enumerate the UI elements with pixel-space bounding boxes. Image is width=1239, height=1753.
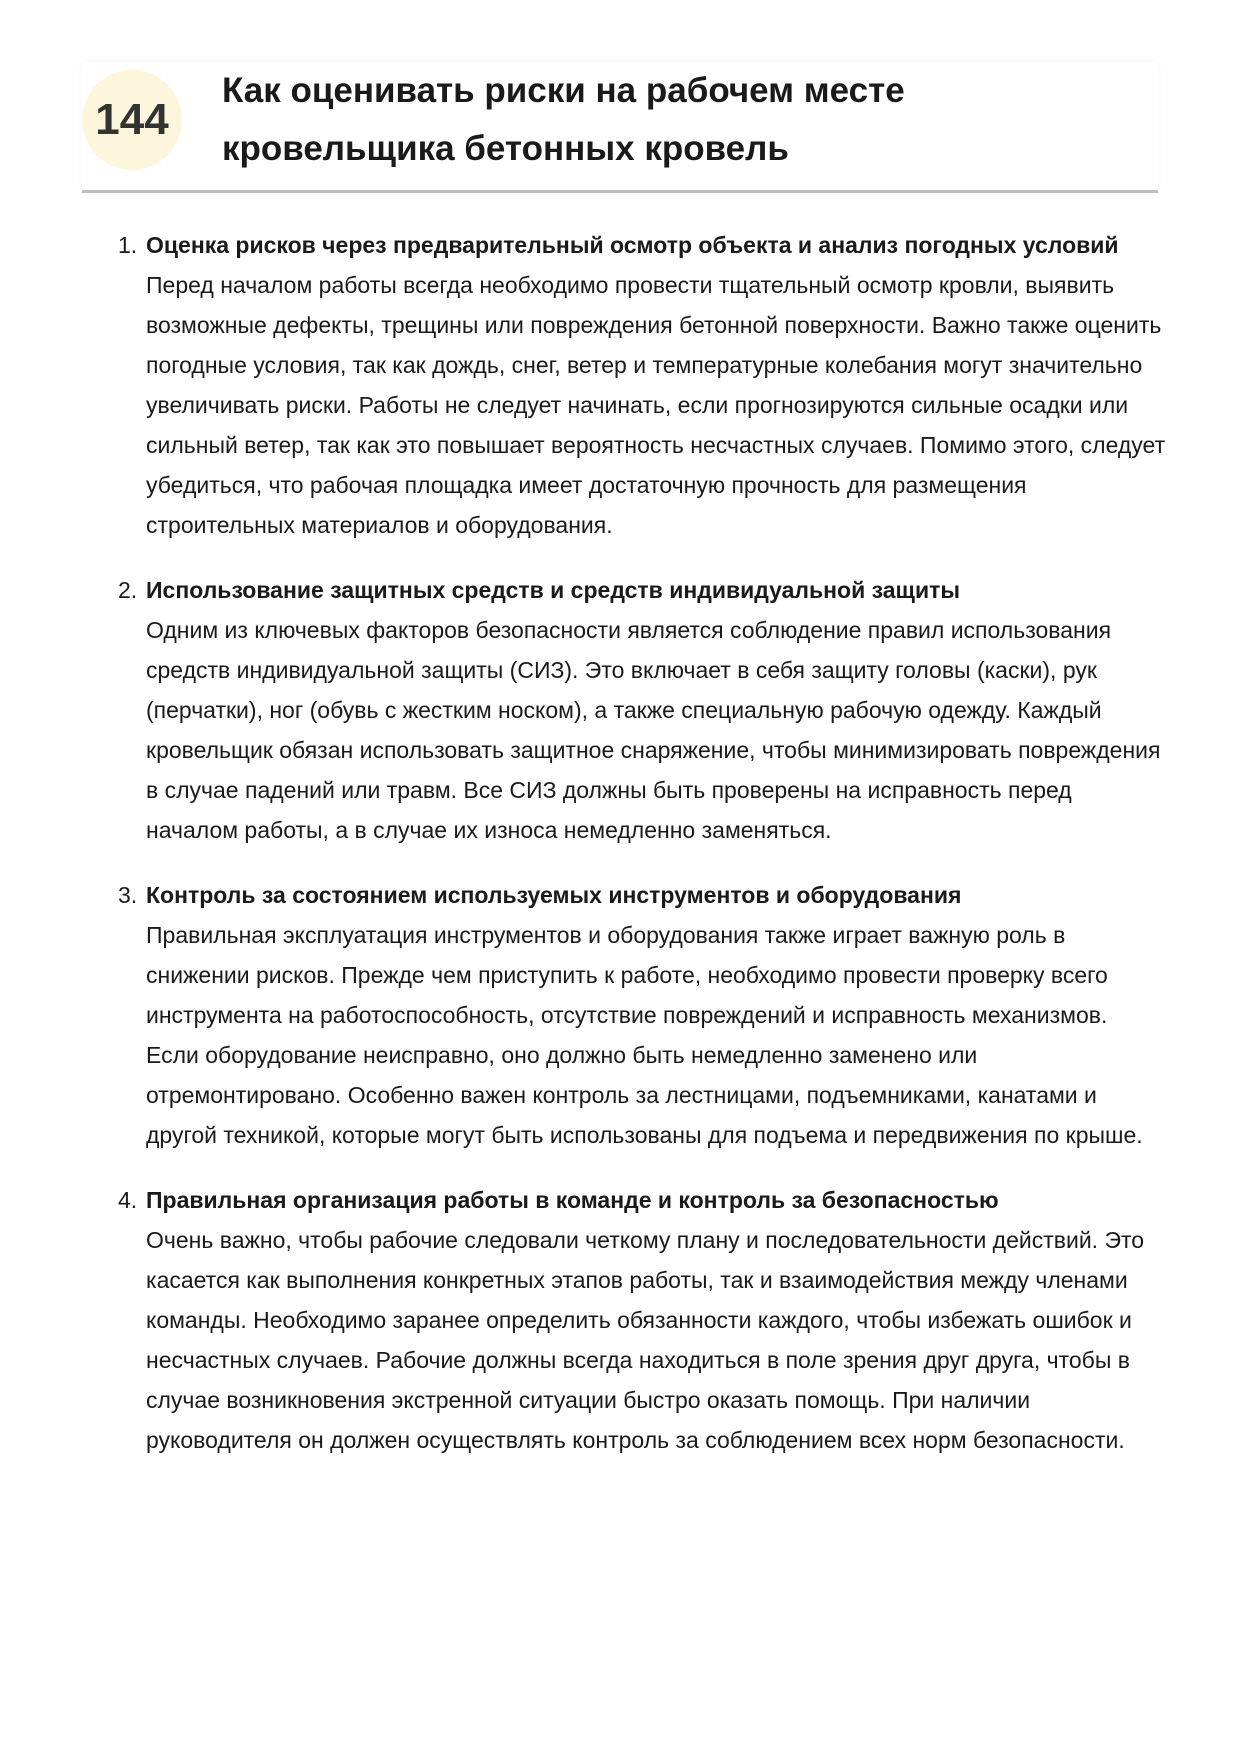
list-item-heading: Оценка рисков через предварительный осмотр объекта и анализ погодных условий [146,232,1119,258]
list-item-heading: Правильная организация работы в команде и контроль за безопасностью [146,1187,999,1213]
list-item-body: Правильная эксплуатация инструментов и оборудования также играет важную роль в снижении рисков. Прежде чем приступить к работе, необходимо провести проверку всего инструмента на работоспособность, отсутствие повреждений и исправность механизмов. Если оборудование неисправно, оно должно быть немедленно заменено или отремонтировано. Особенно важен контроль за лестницами, подъемниками, канатами и другой техникой, которые могут быть использованы для подъема и передвижения по крыше. [146,922,1143,1148]
list-item-number: 1. [118,232,138,258]
list-item-heading: Контроль за состоянием используемых инструментов и оборудования [146,882,962,908]
list-item-4 [106,1180,1166,1460]
list-item-1 [106,225,1166,545]
list-item-2 [106,570,1166,850]
list-item-3 [106,875,1166,1155]
page-title [222,62,1142,178]
numbered-list [106,225,1166,1485]
list-item-heading: Использование защитных средств и средств индивидуальной защиты [146,577,960,603]
list-item-body: Одним из ключевых факторов безопасности является соблюдение правил использования средств индивидуальной защиты (СИЗ). Это включает в себя защиту головы (каски), рук (перчатки), ног (обувь с жестким носком), а также специальную рабочую одежду. Каждый кровельщик обязан использовать защитное снаряжение, чтобы минимизировать повреждения в случае падений или травм. Все СИЗ должны быть проверены на исправность перед началом работы, а в случае их износа немедленно заменяться. [146,617,1161,843]
page-number-badge: 144 [82,70,182,170]
list-item-number: 4. [118,1187,138,1213]
list-item-number: 3. [118,882,138,908]
list-item-number: 2. [118,577,138,603]
page-title-line-1: Как оценивать риски на рабочем месте [222,71,905,110]
page-header [82,62,1158,193]
list-item-body: Очень важно, чтобы рабочие следовали четкому плану и последовательности действий. Это касается как выполнения конкретных этапов работы, так и взаимодействия между членами команды. Необходимо заранее определить обязанности каждого, чтобы избежать ошибок и несчастных случаев. Рабочие должны всегда находиться в поле зрения друг друга, чтобы в случае возникновения экстренной ситуации быстро оказать помощь. При наличии руководителя он должен осуществлять контроль за соблюдением всех норм безопасности. [146,1227,1145,1453]
page-title-line-2: кровельщика бетонных кровель [222,129,789,168]
list-item-body: Перед началом работы всегда необходимо провести тщательный осмотр кровли, выявить возможные дефекты, трещины или повреждения бетонной поверхности. Важно также оценить погодные условия, так как дождь, снег, ветер и температурные колебания могут значительно увеличивать риски. Работы не следует начинать, если прогнозируются сильные осадки или сильный ветер, так как это повышает вероятность несчастных случаев. Помимо этого, следует убедиться, что рабочая площадка имеет достаточную прочность для размещения строительных материалов и оборудования. [146,272,1166,538]
